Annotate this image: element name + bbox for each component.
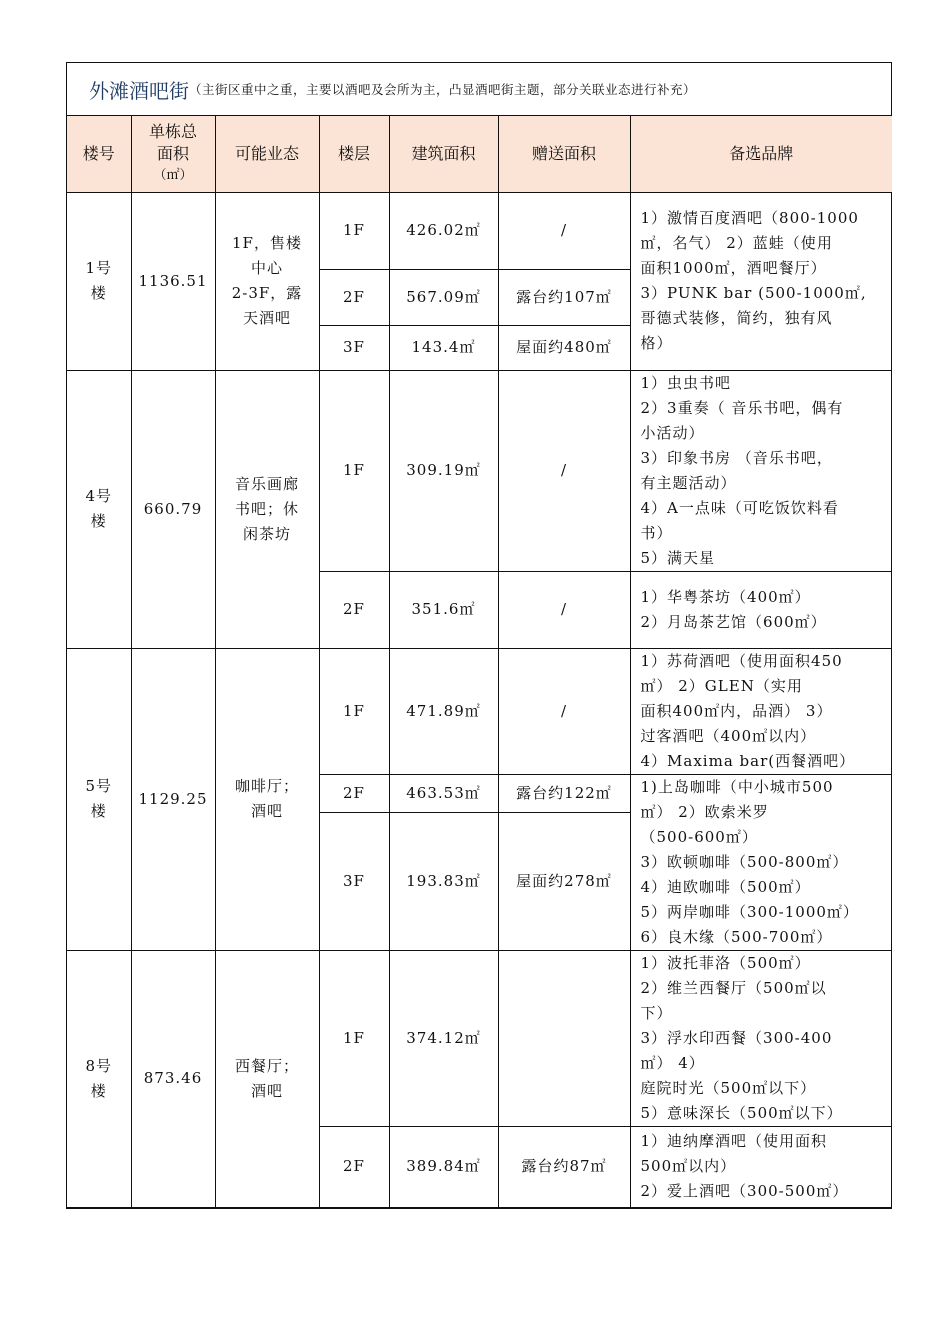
brand-line: 2）月岛茶艺馆（600㎡）: [640, 612, 827, 631]
floor-label: 2F: [343, 600, 365, 618]
gfa-value: 193.83㎡: [406, 871, 481, 890]
bonus-value: /: [560, 600, 568, 618]
header-building: 楼号: [67, 116, 131, 192]
floor-label: 3F: [343, 871, 365, 890]
floor-cell: [319, 269, 389, 325]
business-line: 2-3F，露: [231, 284, 303, 302]
building-total-area: [131, 950, 215, 1207]
total-area-value: 1129.25: [138, 789, 208, 808]
building-number-line: 楼: [90, 512, 107, 530]
business-line: 天酒吧: [242, 309, 291, 327]
brand-line: 2）维兰西餐厅（500㎡以: [640, 978, 827, 997]
brand-line: 哥德式装修，简约，独有风: [640, 309, 833, 327]
header-business: 可能业态: [215, 116, 319, 192]
total-area-value: 660.79: [143, 499, 203, 518]
brand-line: 1)上岛咖啡（中小城市500: [640, 777, 834, 796]
bonus-cell: [498, 950, 630, 1126]
header-row: [67, 116, 892, 192]
gfa-value: 351.6㎡: [411, 600, 476, 618]
brand-line: 1）苏荷酒吧（使用面积450: [640, 651, 843, 670]
brand-list: [630, 648, 892, 774]
business-line: 音乐画廊: [234, 474, 299, 493]
header-total-area: 单栋总 面积 （㎡）: [131, 116, 215, 192]
bonus-value: /: [560, 701, 568, 720]
gfa-cell: [389, 1126, 498, 1207]
building-number: [67, 950, 131, 1207]
brand-line: 3）欧顿咖啡（500-800㎡）: [640, 852, 849, 871]
brand-line: 5）满天星: [640, 548, 716, 567]
gfa-cell: [389, 774, 498, 813]
brand-line: ㎡，名气） 2）蓝蛙（使用: [640, 234, 833, 252]
gfa-value: 463.53㎡: [406, 783, 481, 802]
floor-label: 2F: [343, 1157, 365, 1175]
floor-label: 1F: [343, 1028, 365, 1047]
table-row: [67, 370, 892, 571]
brand-line: 3）PUNK bar (500-1000㎡,: [640, 284, 867, 302]
brand-line: 小活动）: [640, 423, 705, 442]
header-floor: 楼层: [319, 116, 389, 192]
header-gfa: 建筑面积: [389, 116, 498, 192]
brand-line: 4）A一点味（可吃饭饮料看: [640, 498, 839, 517]
bonus-value: 露台约87㎡: [521, 1157, 607, 1175]
building-business: [215, 192, 319, 370]
floor-cell: [319, 325, 389, 370]
floor-cell: [319, 774, 389, 813]
bonus-cell: [498, 648, 630, 774]
floor-label: 2F: [343, 287, 365, 306]
floor-cell: [319, 1126, 389, 1207]
brand-line: 书）: [640, 523, 673, 542]
building-number-line: 楼: [90, 284, 107, 302]
page-title: 外滩酒吧街: [89, 78, 189, 103]
brand-list: [630, 950, 892, 1126]
title-row: [67, 63, 891, 116]
gfa-cell: [389, 571, 498, 648]
building-number-line: 1号: [85, 259, 113, 277]
business-line: 闲茶坊: [242, 524, 291, 543]
gfa-value: 426.02㎡: [406, 221, 481, 239]
brand-list: [630, 192, 892, 370]
floor-label: 2F: [343, 783, 365, 802]
brand-line: 3）印象书房 （音乐书吧，: [640, 448, 833, 467]
business-line: 酒吧: [250, 1081, 283, 1100]
brand-line: ㎡） 4）: [640, 1053, 705, 1072]
floor-label: 1F: [343, 701, 365, 720]
brand-line: 有主题活动）: [640, 473, 737, 492]
floor-label: 3F: [343, 338, 365, 356]
floor-label: 1F: [343, 461, 365, 479]
bonus-cell: [498, 269, 630, 325]
brand-list: [630, 774, 892, 950]
gfa-value: 389.84㎡: [406, 1157, 481, 1175]
gfa-value: 143.4㎡: [411, 338, 476, 356]
bonus-cell: [498, 571, 630, 648]
brand-line: 4）迪欧咖啡（500㎡）: [640, 877, 811, 896]
building-number: [67, 370, 131, 648]
building-business: [215, 950, 319, 1207]
building-business: [215, 370, 319, 648]
gfa-cell: [389, 269, 498, 325]
brand-line: ㎡） 2）GLEN（实用: [640, 676, 803, 695]
brand-line: 1）迪纳摩酒吧（使用面积: [640, 1132, 828, 1150]
building-total-area: [131, 648, 215, 950]
brand-line: 5）意味深长（500㎡以下）: [640, 1103, 843, 1122]
brand-line: 面积1000㎡，酒吧餐厅）: [640, 259, 827, 277]
table-body: [67, 192, 892, 1207]
brand-list: [630, 571, 892, 648]
brand-list: [630, 370, 892, 571]
floor-label: 1F: [343, 221, 365, 239]
floor-cell: [319, 571, 389, 648]
brand-line: 500㎡以内）: [640, 1157, 737, 1175]
brand-line: 3）浮水印西餐（300-400: [640, 1028, 833, 1047]
business-line: 酒吧: [250, 802, 283, 820]
bonus-cell: [498, 325, 630, 370]
bonus-value: 露台约107㎡: [516, 287, 612, 306]
brand-line: 面积400㎡内，品酒） 3）: [640, 701, 833, 720]
table-row: [67, 950, 892, 1126]
brand-line: （500-600㎡）: [640, 827, 758, 846]
gfa-cell: [389, 192, 498, 269]
table-row: [67, 192, 892, 269]
business-line: 书吧；休: [234, 499, 299, 518]
gfa-value: 471.89㎡: [406, 701, 481, 720]
building-number-line: 楼: [90, 802, 107, 820]
page-subtitle: （主街区重中之重，主要以酒吧及会所为主，凸显酒吧街主题，部分关联业态进行补充）: [189, 82, 697, 97]
brand-line: 下）: [640, 1003, 673, 1022]
brand-line: 2）爱上酒吧（300-500㎡）: [640, 1182, 849, 1200]
gfa-cell: [389, 950, 498, 1126]
building-total-area: [131, 192, 215, 370]
brand-line: 5）两岸咖啡（300-1000㎡）: [640, 902, 859, 921]
brand-line: 格）: [640, 334, 673, 352]
bonus-value: 露台约122㎡: [516, 783, 612, 802]
floor-cell: [319, 370, 389, 571]
floor-cell: [319, 950, 389, 1126]
building-total-area: [131, 370, 215, 648]
building-business: [215, 648, 319, 950]
gfa-cell: [389, 325, 498, 370]
brand-line: ㎡） 2）欧索米罗: [640, 802, 769, 821]
bonus-cell: [498, 370, 630, 571]
gfa-cell: [389, 813, 498, 950]
table-row: [67, 648, 892, 774]
building-number-line: 4号: [85, 487, 113, 505]
brand-line: 1）华粤茶坊（400㎡）: [640, 587, 811, 606]
building-number: [67, 648, 131, 950]
business-line: 咖啡厅；: [234, 777, 299, 795]
gfa-value: 374.12㎡: [406, 1028, 481, 1047]
brand-line: 1）波托菲洛（500㎡）: [640, 953, 811, 972]
brand-list: [630, 1126, 892, 1207]
business-line: 1F，售楼: [232, 234, 302, 252]
brand-line: 过客酒吧（400㎡以内）: [640, 726, 817, 745]
building-table: [67, 116, 892, 1208]
building-number-line: 5号: [85, 777, 113, 795]
business-line: 西餐厅；: [234, 1056, 299, 1075]
gfa-cell: [389, 648, 498, 774]
bonus-value: 屋面约278㎡: [516, 871, 612, 890]
bonus-value: 屋面约480㎡: [516, 338, 612, 356]
floor-cell: [319, 813, 389, 950]
brand-line: 庭院时光（500㎡以下）: [640, 1078, 817, 1097]
gfa-cell: [389, 370, 498, 571]
building-number-line: 楼: [90, 1081, 107, 1100]
bonus-value: /: [560, 221, 568, 239]
brand-line: 6）良木缘（500-700㎡）: [640, 927, 833, 946]
bonus-cell: [498, 774, 630, 813]
gfa-value: 567.09㎡: [406, 287, 481, 306]
brand-line: 1）虫虫书吧: [640, 373, 732, 392]
bonus-cell: [498, 1126, 630, 1207]
header-brands: 备选品牌: [630, 116, 892, 192]
bonus-value: /: [560, 461, 568, 479]
total-area-value: 873.46: [143, 1069, 203, 1087]
total-area-value: 1136.51: [138, 271, 208, 290]
brand-line: 4）Maxima bar(西餐酒吧）: [640, 751, 856, 770]
floor-cell: [319, 192, 389, 269]
building-number-line: 8号: [85, 1056, 113, 1075]
bonus-cell: [498, 813, 630, 950]
business-line: 中心: [250, 259, 283, 277]
floor-cell: [319, 648, 389, 774]
header-bonus: 赠送面积: [498, 116, 630, 192]
building-number: [67, 192, 131, 370]
brand-line: 2）3重奏（ 音乐书吧，偶有: [640, 398, 844, 417]
brand-line: 1）激情百度酒吧（800-1000: [640, 209, 859, 227]
bonus-cell: [498, 192, 630, 269]
gfa-value: 309.19㎡: [406, 461, 481, 479]
document-frame: [66, 62, 892, 1209]
